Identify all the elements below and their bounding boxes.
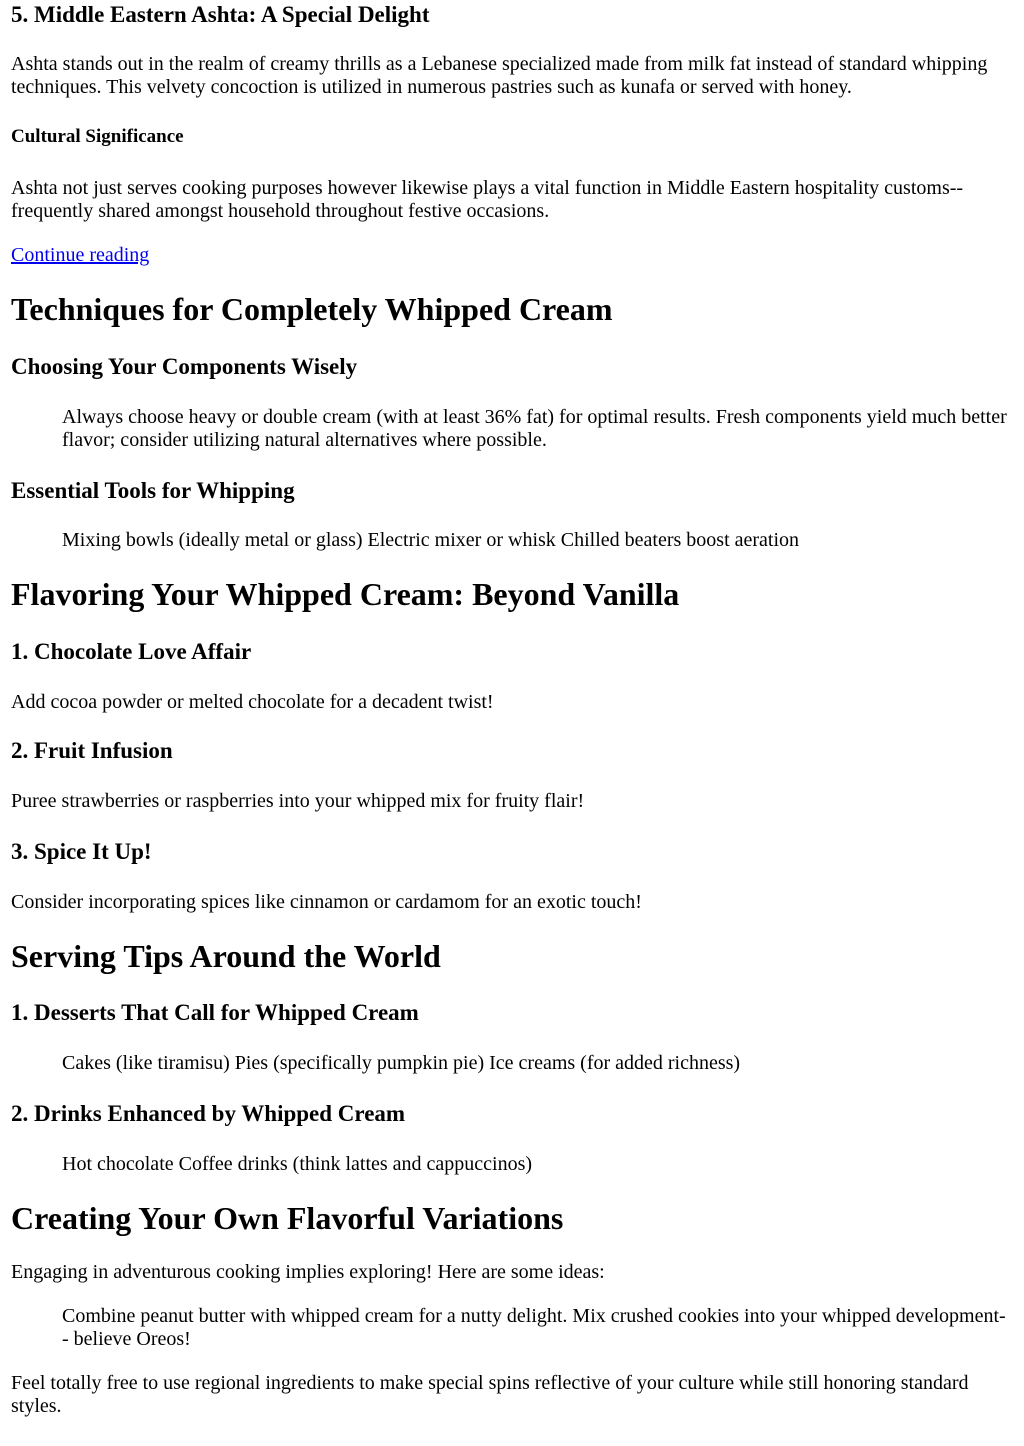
desserts-heading: 1. Desserts That Call for Whipped Cream	[11, 1000, 419, 1025]
variations-intro: Engaging in adventurous cooking implies exploring! Here are some ideas:	[11, 1261, 605, 1283]
spice-paragraph: Consider incorporating spices like cinnamon or cardamom for an exotic touch!	[11, 891, 642, 913]
drinks-heading: 2. Drinks Enhanced by Whipped Cream	[11, 1101, 406, 1126]
ashta-heading: 5. Middle Eastern Ashta: A Special Delight	[11, 2, 430, 27]
techniques-heading: Techniques for Completely Whipped Cream	[11, 291, 613, 327]
variations-outro: Feel totally free to use regional ingredients to make special spins reflective of your culture while still honoring standard styles.	[11, 1372, 969, 1417]
cultural-significance-heading: Cultural Significance	[11, 126, 184, 147]
spice-heading: 3. Spice It Up!	[11, 839, 152, 864]
chocolate-paragraph: Add cocoa powder or melted chocolate for a decadent twist!	[11, 691, 494, 713]
components-quote: Always choose heavy or double cream (with at least 36% fat) for optimal results. Fresh components yield much better flavor; consider utilizing natural alternatives where possible.	[62, 406, 1007, 451]
desserts-quote: Cakes (like tiramisu) Pies (specifically pumpkin pie) Ice creams (for added richness)	[62, 1052, 741, 1074]
serving-heading: Serving Tips Around the World	[11, 938, 441, 974]
drinks-quote: Hot chocolate Coffee drinks (think lattes and cappuccinos)	[62, 1153, 533, 1175]
variations-ideas-quote: Combine peanut butter with whipped cream for a nutty delight. Mix crushed cookies into your whipped development-- believe Oreos!	[62, 1305, 1006, 1350]
fruit-paragraph: Puree strawberries or raspberries into your whipped mix for fruity flair!	[11, 790, 585, 812]
fruit-heading: 2. Fruit Infusion	[11, 738, 173, 763]
chocolate-heading: 1. Chocolate Love Affair	[11, 639, 252, 664]
cultural-paragraph: Ashta not just serves cooking purposes however likewise plays a vital function in Middle Eastern hospitality customs-- frequently shared amongst household throughout festive occasions.	[11, 177, 964, 222]
flavoring-heading: Flavoring Your Whipped Cream: Beyond Vanilla	[11, 576, 680, 612]
ashta-paragraph: Ashta stands out in the realm of creamy thrills as a Lebanese specialized made from milk fat instead of standard whipping techniques. This velvety concoction is utilized in numerous pastries such as kunafa or served with honey.	[11, 53, 988, 98]
tools-quote: Mixing bowls (ideally metal or glass) Electric mixer or whisk Chilled beaters boost aeration	[62, 529, 800, 551]
variations-heading: Creating Your Own Flavorful Variations	[11, 1200, 564, 1236]
components-heading: Choosing Your Components Wisely	[11, 354, 358, 379]
continue-reading-link[interactable]: Continue reading	[11, 244, 150, 266]
tools-heading: Essential Tools for Whipping	[11, 478, 295, 503]
